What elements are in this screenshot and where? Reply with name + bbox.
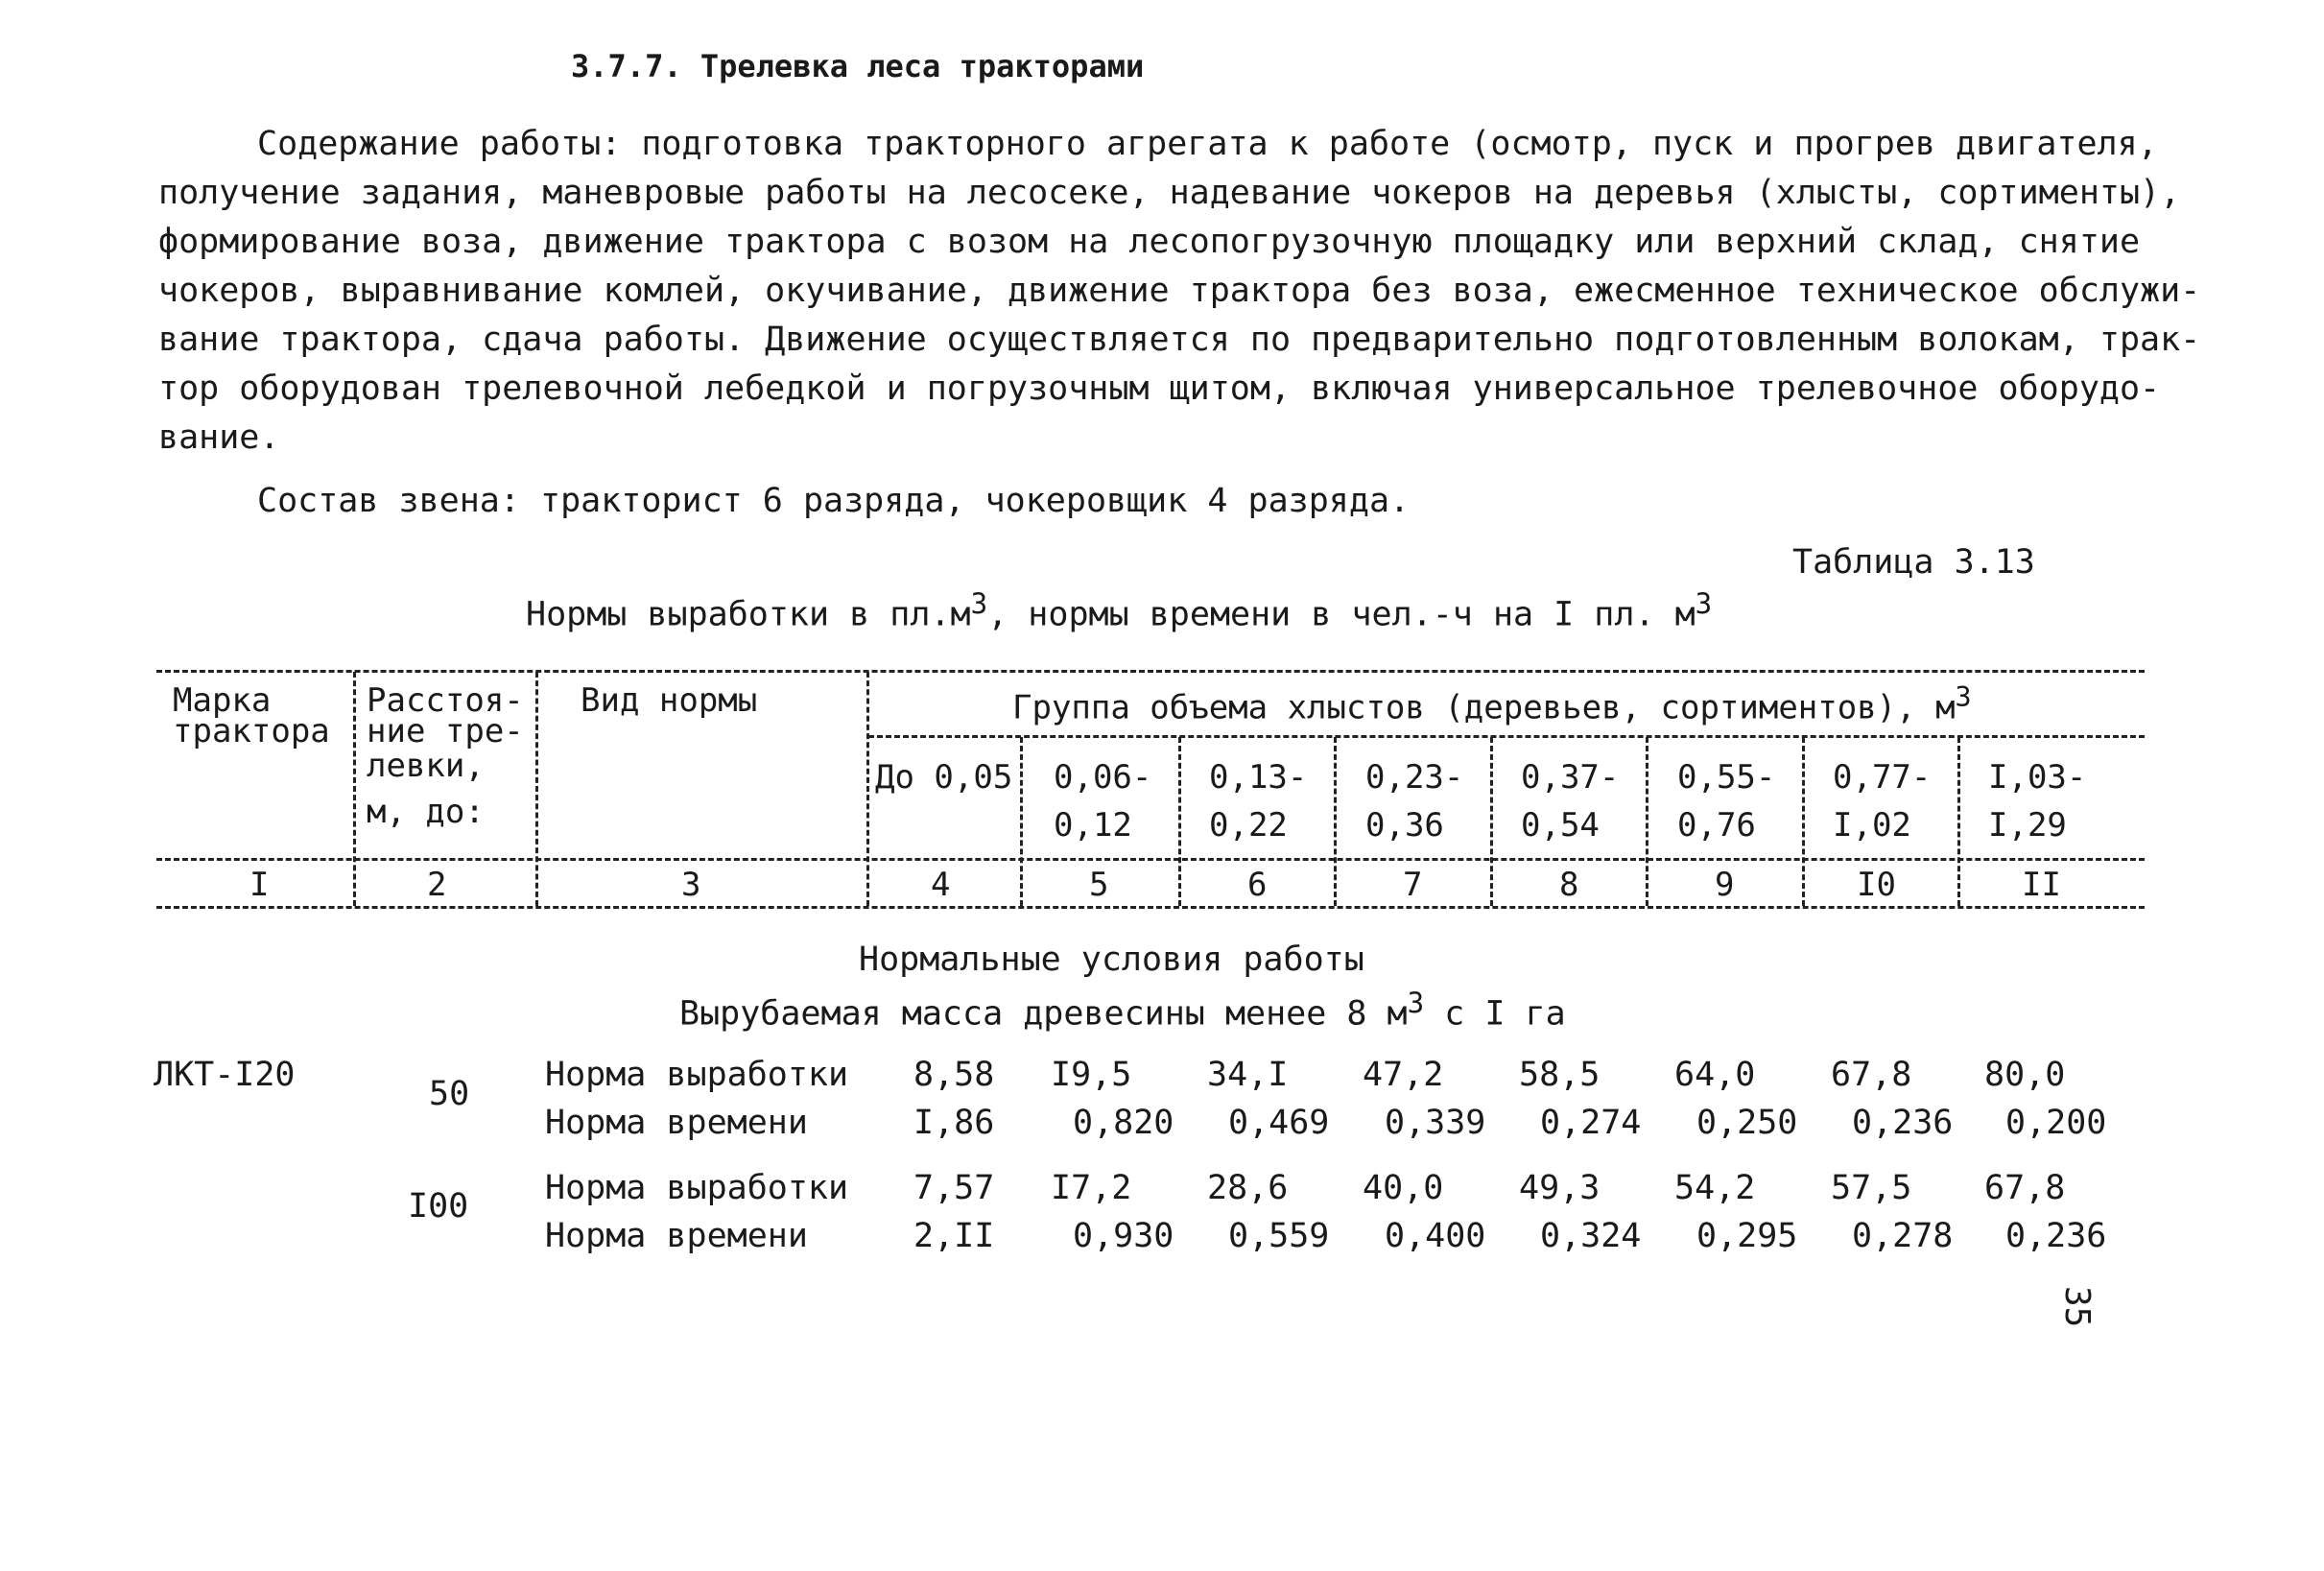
- tractor-brand: ЛКТ-I20: [154, 1056, 296, 1094]
- table-vline: [1802, 737, 1805, 906]
- table-cell: 34,I: [1207, 1056, 1289, 1094]
- table-cell: 0,250: [1696, 1104, 1798, 1142]
- table-vline: [535, 672, 538, 906]
- table-cell: 47,2: [1363, 1056, 1444, 1094]
- col-number-11: II: [2022, 866, 2061, 904]
- table-bottom-rule: [156, 906, 2145, 909]
- table-vline: [1334, 737, 1337, 906]
- table-cell: 64,0: [1674, 1056, 1756, 1094]
- header-norm-type: Вид нормы: [581, 681, 758, 720]
- row-label: Норма времени: [545, 1217, 808, 1255]
- range-2-line-1: 0,06-: [1054, 758, 1152, 797]
- range-8-line-1: I,03-: [1988, 758, 2087, 797]
- table-vline: [1178, 737, 1181, 906]
- header-distance-line-1: Расстоя-: [367, 681, 524, 720]
- table-cell: 0,469: [1228, 1104, 1330, 1142]
- table-title-sup1: 3: [970, 587, 988, 620]
- header-tractor-line-1: Марка: [173, 681, 272, 720]
- col-number-3: 3: [681, 866, 701, 904]
- range-6-line-2: 0,76: [1677, 806, 1756, 845]
- col-number-7: 7: [1403, 866, 1423, 904]
- table-vline: [1020, 737, 1023, 906]
- table-cell: I9,5: [1051, 1056, 1132, 1094]
- conditions-line-1: Нормальные условия работы: [859, 940, 1364, 979]
- section-heading: 3.7.7. Трелевка леса тракторами: [571, 48, 1145, 84]
- range-8-line-2: I,29: [1988, 806, 2067, 845]
- paragraph-line-3: формирование воза, движение трактора с возом на лесопогрузочную площадку или верхний склад, снятие: [158, 223, 2141, 261]
- range-4-line-1: 0,23-: [1365, 758, 1464, 797]
- table-cell: 80,0: [1984, 1056, 2066, 1094]
- table-cell: 40,0: [1363, 1169, 1444, 1207]
- conditions-line-2-sup: 3: [1407, 987, 1425, 1019]
- header-group: [1012, 681, 1972, 726]
- range-7-line-1: 0,77-: [1833, 758, 1932, 797]
- row-label: Норма выработки: [545, 1169, 849, 1207]
- col-number-8: 8: [1559, 866, 1579, 904]
- range-3-line-2: 0,22: [1209, 806, 1288, 845]
- table-cell: 49,3: [1519, 1169, 1601, 1207]
- table-cell: 0,278: [1852, 1217, 1954, 1255]
- table-cell: 58,5: [1519, 1056, 1601, 1094]
- header-distance-line-2: ние тре-: [367, 712, 524, 750]
- table-vline: [1490, 737, 1493, 906]
- header-group-sup: 3: [1955, 681, 1972, 713]
- table-cell: I,86: [913, 1104, 995, 1142]
- header-distance-line-3: левки,: [367, 747, 485, 785]
- paragraph-line-2: получение задания, маневровые работы на лесосеке, надевание чокеров на деревья (хлысты, сортименты),: [158, 174, 2181, 212]
- table-cell: 8,58: [913, 1056, 995, 1094]
- table-cell: 0,274: [1540, 1104, 1642, 1142]
- range-2-line-2: 0,12: [1054, 806, 1132, 845]
- table-vline: [1957, 737, 1960, 906]
- table-cell: 67,8: [1984, 1169, 2066, 1207]
- table-cell: 0,236: [1852, 1104, 1954, 1142]
- table-cell: I7,2: [1051, 1169, 1132, 1207]
- conditions-line-2-end: с I га: [1424, 994, 1566, 1034]
- col-number-4: 4: [931, 866, 951, 904]
- range-5-line-2: 0,54: [1521, 806, 1600, 845]
- paragraph-line-5: вание трактора, сдача работы. Движение осуществляется по предварительно подготовленным волокам, трак-: [158, 321, 2201, 359]
- table-cell: 57,5: [1831, 1169, 1912, 1207]
- range-1-line-1: До 0,05: [875, 758, 1013, 797]
- table-vline: [1646, 737, 1648, 906]
- range-4-line-2: 0,36: [1365, 806, 1444, 845]
- table-title: [526, 587, 1712, 634]
- paragraph-line-7: вание.: [158, 418, 280, 457]
- conditions-line-2-text: Вырубаемая масса древесины менее 8 м: [679, 994, 1408, 1034]
- table-vline: [866, 672, 869, 906]
- col-number-6: 6: [1247, 866, 1268, 904]
- row-label: Норма времени: [545, 1104, 808, 1142]
- table-cell: 67,8: [1831, 1056, 1912, 1094]
- table-cell: 0,236: [2005, 1217, 2107, 1255]
- table-header-rule: [156, 858, 2145, 861]
- table-number: Таблица 3.13: [1792, 543, 2035, 582]
- table-title-text: Нормы выработки в пл.м: [526, 595, 971, 634]
- col-number-2: 2: [427, 866, 447, 904]
- distance-100: I00: [408, 1187, 469, 1226]
- crew-line: Состав звена: тракторист 6 разряда, чокеровщик 4 разряда.: [257, 482, 1411, 520]
- table-cell: 0,400: [1385, 1217, 1486, 1255]
- table-cell: 0,324: [1540, 1217, 1642, 1255]
- conditions-line-2: [679, 987, 1566, 1034]
- table-cell: 0,820: [1073, 1104, 1174, 1142]
- table-top-rule: [156, 670, 2145, 673]
- col-number-5: 5: [1089, 866, 1109, 904]
- table-cell: 7,57: [913, 1169, 995, 1207]
- col-number-9: 9: [1715, 866, 1735, 904]
- header-tractor-line-2: трактора: [173, 712, 330, 750]
- col-number-1: I: [249, 866, 270, 904]
- paragraph-line-6: тор оборудован трелевочной лебедкой и погрузочным щитом, включая универсальное трелевочное оборудо-: [158, 369, 2161, 408]
- header-group-text: Группа объема хлыстов (деревьев, сортиментов), м: [1012, 688, 1956, 727]
- table-cell: 0,559: [1228, 1217, 1330, 1255]
- table-group-rule: [868, 735, 2145, 738]
- table-vline: [353, 672, 356, 906]
- range-5-line-1: 0,37-: [1521, 758, 1620, 797]
- table-title-sup2: 3: [1695, 587, 1713, 620]
- paragraph-line-4: чокеров, выравнивание комлей, окучивание, движение трактора без воза, ежесменное техническое обслужи-: [158, 272, 2201, 310]
- col-number-10: I0: [1857, 866, 1896, 904]
- table-cell: 28,6: [1207, 1169, 1289, 1207]
- table-cell: 0,200: [2005, 1104, 2107, 1142]
- page-number: 35: [2057, 1286, 2097, 1328]
- range-3-line-1: 0,13-: [1209, 758, 1308, 797]
- header-distance-line-4: м, до:: [367, 793, 485, 831]
- range-7-line-2: I,02: [1833, 806, 1911, 845]
- distance-50: 50: [429, 1075, 470, 1113]
- paragraph-line-1: Содержание работы: подготовка тракторного агрегата к работе (осмотр, пуск и прогрев двигателя,: [257, 125, 2158, 163]
- table-cell: 0,339: [1385, 1104, 1486, 1142]
- table-cell: 0,295: [1696, 1217, 1798, 1255]
- table-cell: 0,930: [1073, 1217, 1174, 1255]
- table-cell: 2,II: [913, 1217, 995, 1255]
- table-title-text2: , нормы времени в чел.-ч на I пл. м: [987, 595, 1696, 634]
- table-cell: 54,2: [1674, 1169, 1756, 1207]
- range-6-line-1: 0,55-: [1677, 758, 1776, 797]
- row-label: Норма выработки: [545, 1056, 849, 1094]
